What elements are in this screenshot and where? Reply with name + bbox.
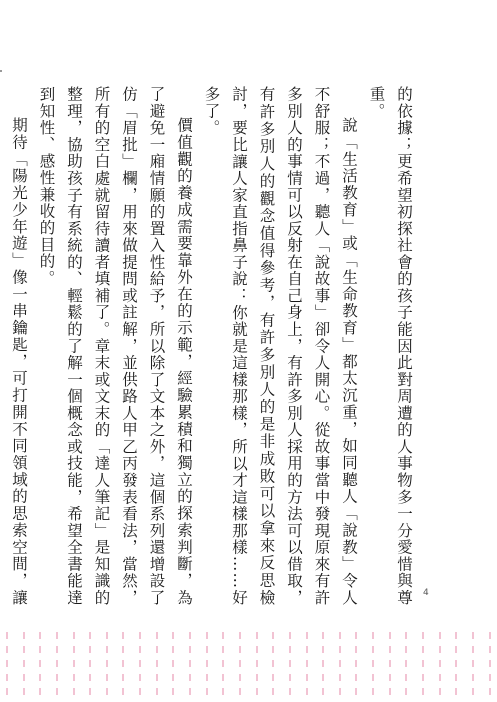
border-stripe xyxy=(39,632,41,702)
border-stripe xyxy=(89,632,91,702)
border-stripe xyxy=(405,632,407,702)
paragraph-2: 說「生活教育」或「生命教育」都太沉重，如同聽人「說教」令人不舒服；不過，聽人「說故事」卻令人開心。從故事當中發現原來有許多別人的事情可以反射在自己身上，有許多別人採用的方法可以借取，有許多別人的觀念值得參考，有許多別人的是非成敗可以拿來反思檢討，要比讓人家直指鼻子說：你就是這樣那樣，所以才這樣那樣……好多了。 xyxy=(202,86,358,606)
border-stripe xyxy=(122,632,124,702)
page-number: 4 xyxy=(423,588,429,598)
border-stripe xyxy=(172,632,174,702)
decorative-border-pattern xyxy=(0,632,497,702)
border-stripe xyxy=(489,632,491,702)
border-stripe xyxy=(322,632,324,702)
edge-mark xyxy=(0,70,2,72)
paragraph-3: 價值觀的養成需要靠外在的示範，經驗累積和獨立的探索判斷，為了避免一廂情願的置入性給予，所以除了文本之外，這個系列還增設了仿「眉批」欄，用來做提問或註解，並供路人甲乙丙發表看法，當然，所有的空白處就留待讀者填補了。章末或文末的「達人筆記」是知識的整理，協助孩子有系統的、輕鬆的了解一個概念或技能，希望全書能達到知性、感性兼收的目的。 xyxy=(37,86,193,606)
border-stripe xyxy=(439,632,441,702)
border-stripe xyxy=(56,632,58,702)
border-stripe xyxy=(222,632,224,702)
border-stripe xyxy=(256,632,258,702)
border-stripe xyxy=(139,632,141,702)
border-stripe xyxy=(289,632,291,702)
border-stripe xyxy=(156,632,158,702)
border-stripe xyxy=(189,632,191,702)
paragraph-1: 的依據；更希望初探社會的孩子能因此對周遭的人事物多一分愛惜與尊重。 xyxy=(367,86,413,606)
border-stripe xyxy=(106,632,108,702)
border-stripe xyxy=(23,632,25,702)
border-stripe xyxy=(339,632,341,702)
border-stripe xyxy=(372,632,374,702)
border-stripe xyxy=(272,632,274,702)
border-stripe xyxy=(239,632,241,702)
border-stripe xyxy=(455,632,457,702)
vertical-text-body xyxy=(0,86,417,606)
border-stripe xyxy=(6,632,8,702)
border-stripe xyxy=(422,632,424,702)
border-stripe xyxy=(206,632,208,702)
border-stripe xyxy=(355,632,357,702)
border-stripe xyxy=(472,632,474,702)
border-stripe xyxy=(389,632,391,702)
border-stripe xyxy=(306,632,308,702)
paragraph-4: 期待「陽光少年遊」像一串鑰匙，可打開不同領域的思索空間，讓 xyxy=(10,117,28,606)
border-stripe xyxy=(73,632,75,702)
